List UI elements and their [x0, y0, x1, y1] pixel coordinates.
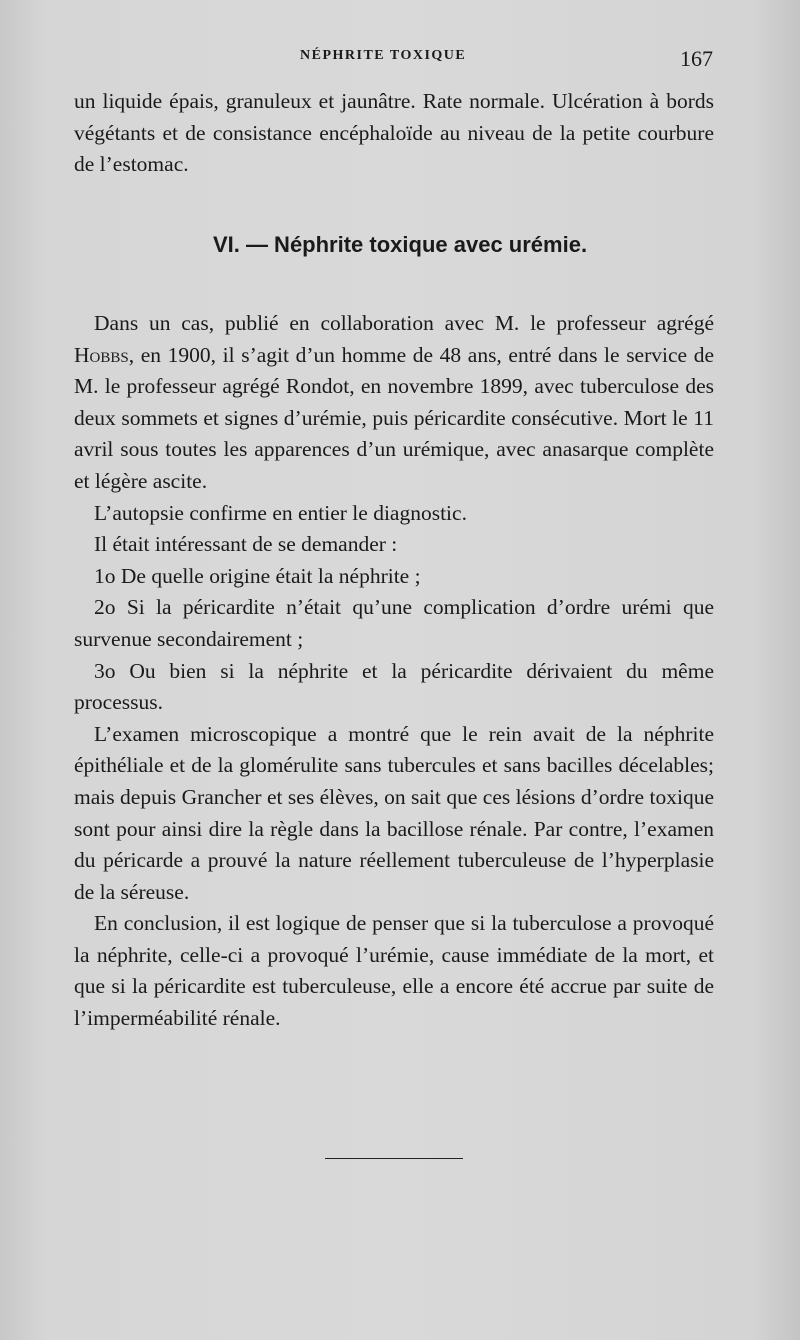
question-1: 1o De quelle origine était la néphrite ;	[94, 563, 421, 588]
autopsy-paragraph: L’autopsie confirme en entier le diagnostic.	[94, 500, 467, 525]
continuation-paragraph: un liquide épais, granuleux et jaunâtre. Rate normale. Ulcération à bords végétants et de consistance encéphaloïde au niveau de la petite courbure de l’estomac.	[74, 89, 714, 177]
section-heading: VI. — Néphrite toxique avec urémie.	[212, 232, 588, 257]
end-rule	[325, 1158, 463, 1159]
question-3: 3o Ou bien si la néphrite et la péricardite dérivaient du même processus.	[74, 658, 714, 715]
microscopy-paragraph: L’examen microscopique a montré que le rein avait de la néphrite épithéliale et de la glomérulite sans tubercules et sans bacilles décelables; mais depuis Grancher et ses élèves, on sait que ces lésions d’ordre toxique sont pour ainsi dire la règle dans la bacillose rénale. Par contre, l’examen du péricarde a prouvé la nature réellement tuberculeuse de l’hyperplasie de la séreuse.	[74, 721, 714, 904]
section-body	[74, 308, 714, 1035]
case-text-end: , en 1900, il s’agit d’un homme de 48 ans, entré dans le service de M. le professeur agrégé Rondot, en novembre 1899, avec tuberculose des deux sommets et signes d’urémie, puis péricardite consécutive. Mort le 11 avril sous toutes les apparences d’un urémique, avec anasarque complète et légère ascite.	[74, 342, 714, 493]
question-intro: Il était intéressant de se demander :	[94, 532, 398, 557]
page-number: 167	[680, 46, 713, 71]
conclusion-paragraph: En conclusion, il est logique de penser que si la tuberculose a provoqué la néphrite, celle-ci a provoqué l’urémie, cause immédiate de la mort, et que si la péricardite est tuberculeuse, elle a encore été accrue par suite de l’imperméabilité rénale.	[74, 911, 714, 1031]
case-text-start: Dans un cas, publié en collaboration avec M. le professeur agrégé	[94, 311, 714, 335]
case-paragraph	[74, 308, 714, 498]
question-2: 2o Si la péricardite n’était qu’une complication d’ordre urémi que survenue secondairement ;	[74, 595, 714, 651]
author-name: Hobbs	[74, 342, 129, 367]
running-title: NÉPHRITE TOXIQUE	[300, 48, 467, 63]
